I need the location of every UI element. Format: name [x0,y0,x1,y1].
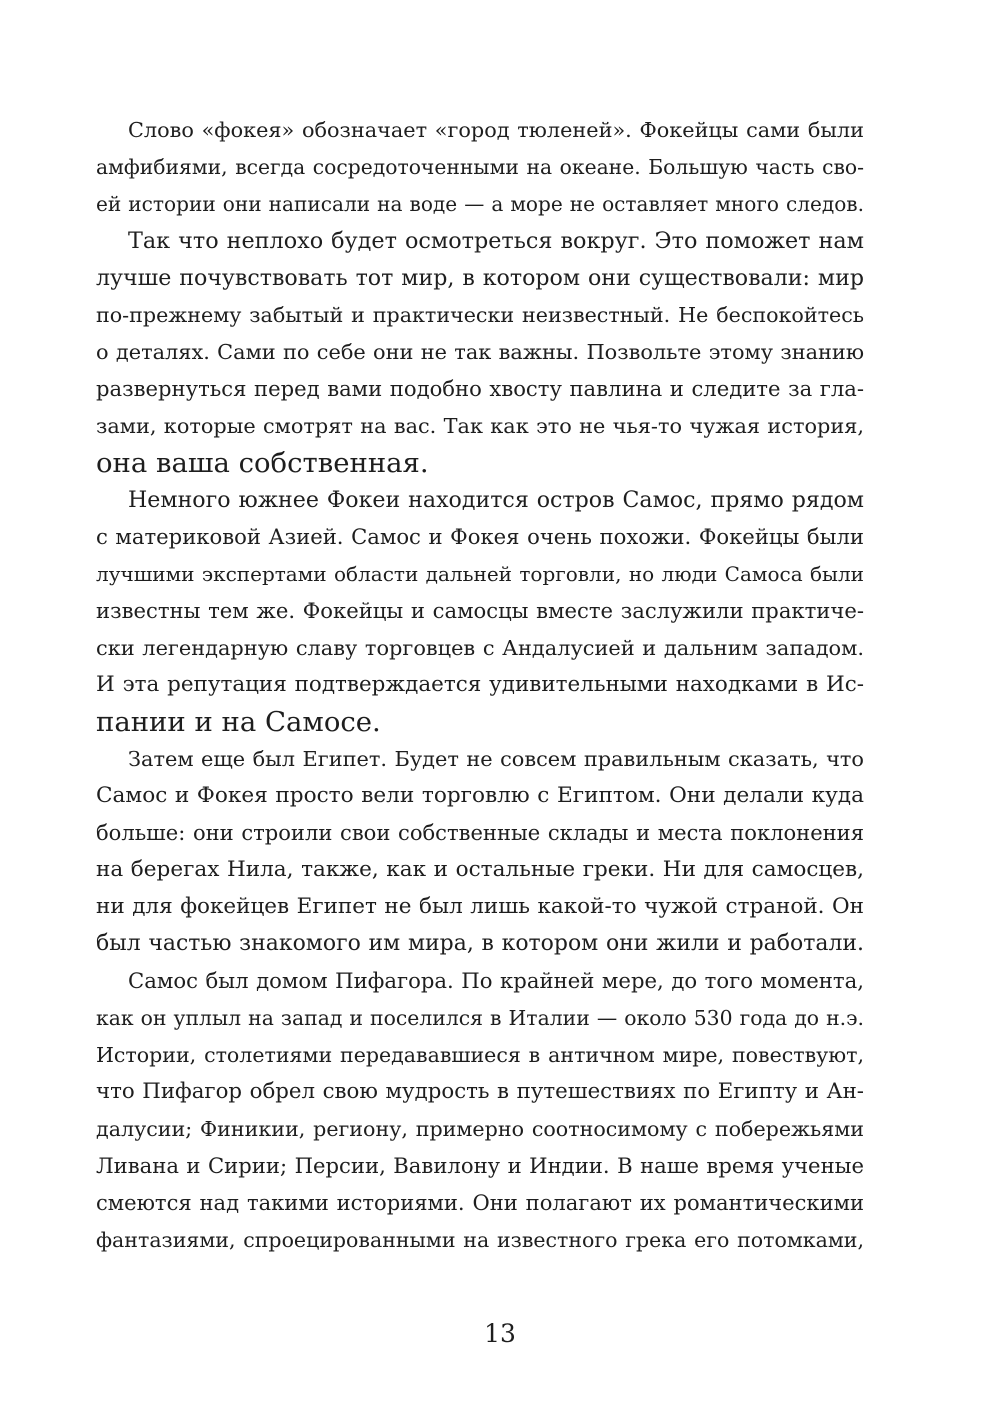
text-line: о деталях. Сами по себе они не так важны. Позвольте этому знанию [96,340,864,364]
text-line: Самос и Фокея просто вели торговлю с Египтом. Они делали куда [96,783,864,808]
page-number: 13 [484,1319,516,1348]
text-line: ни для фокейцев Египет не был лишь какой-то чужой страной. Он [96,894,864,919]
text-line: лучшими экспертами области дальней торговли, но люди Самоса были [96,562,864,586]
text-line: Самос был домом Пифагора. По крайней мере, до того момента, [128,968,864,993]
text-line: амфибиями, всегда сосредоточенными на океане. Большую часть сво- [96,155,864,179]
text-line: пании и на Самосе. [96,706,381,738]
text-line: по-прежнему забытый и практически неизвестный. Не беспокойтесь [96,303,864,327]
text-line: Так что неплохо будет осмотреться вокруг. Это поможет нам [128,228,864,254]
text-line: зами, которые смотрят на вас. Так как это не чья-то чужая история, [96,414,864,438]
text-line: лучше почувствовать тот мир, в котором они существовали: мир [96,265,864,291]
text-line: на берегах Нила, также, как и остальные греки. Ни для самосцев, [96,857,864,882]
text-line: фантазиями, спроецированными на известного грека его потомками, [96,1228,864,1252]
text-line: ски легендарную славу торговцев с Андалусией и дальним западом. [96,636,864,660]
text-line: ей истории они написали на воде — а море не оставляет много следов. [96,192,864,216]
text-line: Затем еще был Египет. Будет не совсем правильным сказать, что [128,747,864,771]
text-line: Немного южнее Фокеи находится остров Самос, прямо рядом [128,487,864,513]
text-line: известны тем же. Фокейцы и самосцы вместе заслужили практиче- [96,598,864,623]
text-line: что Пифагор обрел свою мудрость в путешествиях по Египту и Ан- [96,1079,864,1104]
text-line: далусии; Финикии, региону, примерно соотносимому с побережьями [96,1117,864,1141]
text-line: больше: они строили свои собственные склады и места поклонения [96,820,864,845]
text-line: Ливана и Сирии; Персии, Вавилону и Индии. В наше время ученые [96,1153,864,1178]
text-line: был частью знакомого им мира, в котором они жили и работали. [96,931,864,956]
text-line: развернуться перед вами подобно хвосту павлина и следите за гла- [96,376,864,401]
text-line: И эта репутация подтверждается удивительными находками в Ис- [96,672,864,697]
text-line: она ваша собственная. [96,447,429,479]
text-line: как он уплыл на запад и поселился в Италии — около 530 года до н.э. [96,1006,864,1030]
text-line: смеются над такими историями. Они полагают их романтическими [96,1190,864,1215]
text-line: Истории, столетиями передававшиеся в античном мире, повествуют, [96,1043,864,1067]
text-line: с материковой Азией. Самос и Фокея очень похожи. Фокейцы были [96,524,864,549]
text-line: Слово «фокея» обозначает «город тюленей». Фокейцы сами были [128,118,864,142]
